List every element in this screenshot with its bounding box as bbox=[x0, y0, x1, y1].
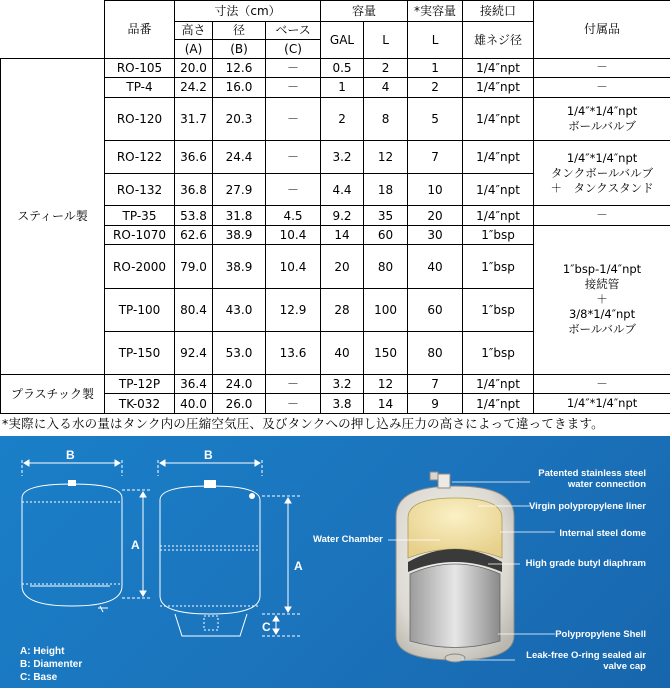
cell-accessories: 1/4″*1/4″npt ボールバルブ bbox=[534, 97, 670, 140]
label-steel-connection-2: water connection bbox=[567, 479, 646, 490]
cell-base: 10.4 bbox=[266, 245, 321, 288]
cell-connection: 1/4″npt bbox=[463, 58, 534, 78]
category-plastic: プラスチック製 bbox=[1, 374, 105, 413]
header-base-code: (C) bbox=[266, 40, 321, 58]
cell-gal: 20 bbox=[321, 245, 364, 288]
cell-accessories: 1″bsp-1/4″npt 接続管 ＋ 3/8*1/4″npt ボールバルブ bbox=[534, 225, 670, 374]
label-valve-cap-2: valve cap bbox=[603, 661, 646, 672]
header-connection: 接続口 bbox=[463, 1, 534, 22]
header-diameter: 径 bbox=[213, 21, 266, 39]
cell-liter: 12 bbox=[364, 140, 408, 173]
corner-cell bbox=[1, 1, 105, 59]
cell-gal: 3.2 bbox=[321, 374, 364, 394]
cell-gal: 3.8 bbox=[321, 394, 364, 414]
small-tank-drawing bbox=[22, 460, 150, 612]
cell-liter: 12 bbox=[364, 374, 408, 394]
cell-diameter: 53.0 bbox=[213, 331, 266, 374]
legend-base: C: Base bbox=[20, 672, 58, 683]
cell-gal: 9.2 bbox=[321, 206, 364, 226]
cell-height: 40.0 bbox=[175, 394, 213, 414]
cell-actual: 80 bbox=[408, 331, 463, 374]
header-model: 品番 bbox=[105, 1, 175, 59]
cell-model: RO-120 bbox=[105, 97, 175, 140]
cell-height: 36.4 bbox=[175, 374, 213, 394]
cell-liter: 8 bbox=[364, 97, 408, 140]
cell-diameter: 43.0 bbox=[213, 288, 266, 331]
cell-connection: 1″bsp bbox=[463, 288, 534, 331]
cell-height: 31.7 bbox=[175, 97, 213, 140]
label-diaphragm: High grade butyl diaphram bbox=[525, 558, 646, 569]
cell-actual: 60 bbox=[408, 288, 463, 331]
cell-model: RO-122 bbox=[105, 140, 175, 173]
cell-height: 24.2 bbox=[175, 78, 213, 98]
cell-actual: 7 bbox=[408, 374, 463, 394]
cell-actual: 9 bbox=[408, 394, 463, 414]
cell-liter: 80 bbox=[364, 245, 408, 288]
cell-height: 20.0 bbox=[175, 58, 213, 78]
cell-accessories: 1/4″*1/4″npt bbox=[534, 394, 670, 414]
cell-diameter: 24.0 bbox=[213, 374, 266, 394]
cell-accessories: － bbox=[534, 206, 670, 226]
cell-height: 36.8 bbox=[175, 173, 213, 206]
header-base: ベース bbox=[266, 21, 321, 39]
header-liter-actual: L bbox=[408, 21, 463, 58]
cell-base: 10.4 bbox=[266, 225, 321, 245]
label-shell: Polypropylene Shell bbox=[555, 629, 646, 640]
cell-height: 79.0 bbox=[175, 245, 213, 288]
dim-b-label-2: B bbox=[204, 448, 213, 462]
cell-liter: 18 bbox=[364, 173, 408, 206]
cell-connection: 1/4″npt bbox=[463, 206, 534, 226]
cell-connection: 1/4″npt bbox=[463, 173, 534, 206]
cell-model: RO-132 bbox=[105, 173, 175, 206]
cell-actual: 40 bbox=[408, 245, 463, 288]
cell-actual: 1 bbox=[408, 58, 463, 78]
header-gal: GAL bbox=[321, 21, 364, 58]
cell-model: TP-12P bbox=[105, 374, 175, 394]
cell-model: RO-105 bbox=[105, 58, 175, 78]
cell-model: TK-032 bbox=[105, 394, 175, 414]
cell-connection: 1/4″npt bbox=[463, 140, 534, 173]
cell-diameter: 16.0 bbox=[213, 78, 266, 98]
cell-liter: 100 bbox=[364, 288, 408, 331]
tank-diagram bbox=[0, 436, 670, 688]
cell-base: － bbox=[266, 374, 321, 394]
header-male-thread: 雄ネジ径 bbox=[463, 21, 534, 58]
cell-base: － bbox=[266, 78, 321, 98]
cell-base: － bbox=[266, 97, 321, 140]
cell-actual: 10 bbox=[408, 173, 463, 206]
cell-liter: 35 bbox=[364, 206, 408, 226]
cell-connection: 1″bsp bbox=[463, 225, 534, 245]
table-row bbox=[1, 58, 670, 78]
large-tank-drawing bbox=[158, 460, 300, 636]
cell-height: 36.6 bbox=[175, 140, 213, 173]
cell-height: 80.4 bbox=[175, 288, 213, 331]
cell-gal: 0.5 bbox=[321, 58, 364, 78]
cell-connection: 1″bsp bbox=[463, 245, 534, 288]
header-diameter-code: (B) bbox=[213, 40, 266, 58]
cell-liter: 4 bbox=[364, 78, 408, 98]
cell-diameter: 27.9 bbox=[213, 173, 266, 206]
label-steel-connection-1: Patented stainless steel bbox=[538, 468, 646, 479]
cell-model: TP-100 bbox=[105, 288, 175, 331]
cell-diameter: 24.4 bbox=[213, 140, 266, 173]
cell-connection: 1/4″npt bbox=[463, 374, 534, 394]
cell-base: 12.9 bbox=[266, 288, 321, 331]
cell-diameter: 20.3 bbox=[213, 97, 266, 140]
label-valve-cap-1: Leak-free O-ring sealed air bbox=[526, 650, 646, 661]
cell-height: 53.8 bbox=[175, 206, 213, 226]
cell-gal: 3.2 bbox=[321, 140, 364, 173]
capacity-note: *実際に入る水の量はタンク内の圧縮空気圧、及びタンクへの押し込み圧力の高さによって違ってきます。 bbox=[2, 416, 604, 431]
dim-a-label-2: A bbox=[294, 559, 303, 573]
cell-gal: 4.4 bbox=[321, 173, 364, 206]
cell-model: TP-150 bbox=[105, 331, 175, 374]
header-capacity: 容量 bbox=[321, 1, 408, 22]
cell-actual: 30 bbox=[408, 225, 463, 245]
dim-b-label-1: B bbox=[66, 448, 75, 462]
cell-accessories: 1/4″*1/4″npt タンクボールバルブ ＋ タンクスタンド bbox=[534, 140, 670, 206]
label-internal-dome: Internal steel dome bbox=[559, 528, 646, 539]
cell-base: 13.6 bbox=[266, 331, 321, 374]
header-actual-capacity: *実容量 bbox=[408, 1, 463, 22]
header-height-code: (A) bbox=[175, 40, 213, 58]
cell-model: RO-1070 bbox=[105, 225, 175, 245]
header-liter: L bbox=[364, 21, 408, 58]
cell-base: － bbox=[266, 173, 321, 206]
cell-diameter: 31.8 bbox=[213, 206, 266, 226]
cell-actual: 20 bbox=[408, 206, 463, 226]
cell-connection: 1/4″npt bbox=[463, 394, 534, 414]
cell-diameter: 12.6 bbox=[213, 58, 266, 78]
cell-actual: 2 bbox=[408, 78, 463, 98]
cell-base: － bbox=[266, 140, 321, 173]
cell-liter: 150 bbox=[364, 331, 408, 374]
cell-accessories: － bbox=[534, 78, 670, 98]
cell-height: 92.4 bbox=[175, 331, 213, 374]
cell-model: TP-4 bbox=[105, 78, 175, 98]
cell-actual: 7 bbox=[408, 140, 463, 173]
cell-model: RO-2000 bbox=[105, 245, 175, 288]
cutaway-tank-illustration bbox=[396, 472, 514, 662]
cell-connection: 1″bsp bbox=[463, 331, 534, 374]
cell-liter: 2 bbox=[364, 58, 408, 78]
cell-accessories: － bbox=[534, 58, 670, 78]
dim-c-label: C bbox=[262, 620, 271, 634]
header-height: 高さ bbox=[175, 21, 213, 39]
cell-base: － bbox=[266, 58, 321, 78]
legend-diameter: B: Diamenter bbox=[20, 659, 83, 670]
cell-gal: 40 bbox=[321, 331, 364, 374]
cell-gal: 1 bbox=[321, 78, 364, 98]
cell-gal: 28 bbox=[321, 288, 364, 331]
cell-diameter: 38.9 bbox=[213, 245, 266, 288]
cell-diameter: 38.9 bbox=[213, 225, 266, 245]
cell-base: － bbox=[266, 394, 321, 414]
cell-base: 4.5 bbox=[266, 206, 321, 226]
label-water-chamber: Water Chamber bbox=[313, 534, 383, 545]
cell-diameter: 26.0 bbox=[213, 394, 266, 414]
cell-liter: 60 bbox=[364, 225, 408, 245]
cell-actual: 5 bbox=[408, 97, 463, 140]
cell-accessories: － bbox=[534, 374, 670, 394]
category-steel: スティール製 bbox=[1, 58, 105, 374]
cell-gal: 2 bbox=[321, 97, 364, 140]
cell-model: TP-35 bbox=[105, 206, 175, 226]
label-liner: Virgin polypropylene liner bbox=[528, 501, 646, 512]
header-dimensions: 寸法（cm） bbox=[175, 1, 321, 22]
cell-connection: 1/4″npt bbox=[463, 97, 534, 140]
cell-gal: 14 bbox=[321, 225, 364, 245]
dim-a-label-1: A bbox=[131, 538, 140, 552]
cell-height: 62.6 bbox=[175, 225, 213, 245]
header-accessories: 付属品 bbox=[534, 1, 670, 59]
table-row bbox=[1, 374, 670, 394]
legend-height: A: Height bbox=[20, 646, 65, 657]
cell-liter: 14 bbox=[364, 394, 408, 414]
cell-connection: 1/4″npt bbox=[463, 78, 534, 98]
